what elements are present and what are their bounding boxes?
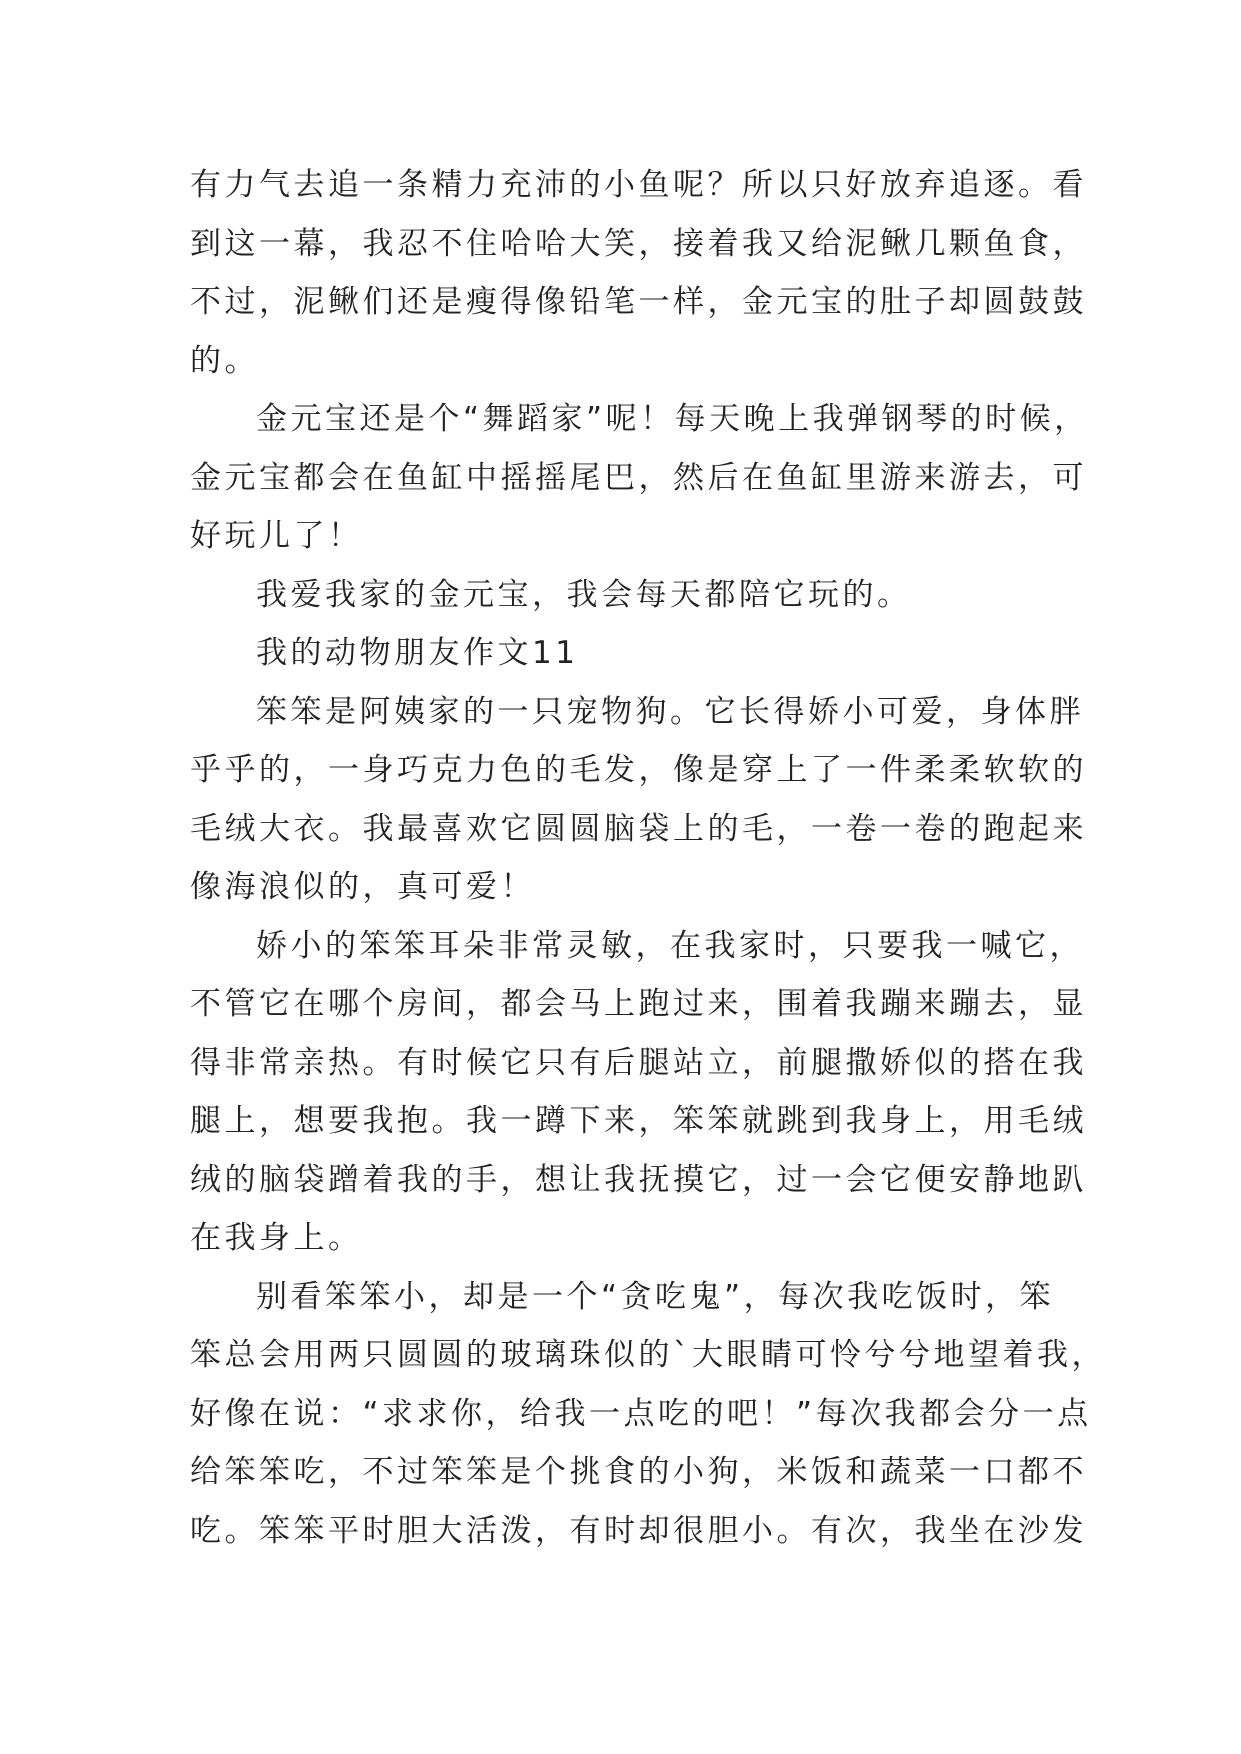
text-line: 得非常亲热。有时候它只有后腿站立，前腿撒娇似的搭在我: [190, 1044, 1087, 1081]
text-line: 好像在说：“求求你，给我一点吃的吧！”每次我都会分一点: [190, 1395, 1092, 1432]
document-body: [190, 156, 1106, 1560]
text-line: 不管它在哪个房间，都会马上跑过来，围着我蹦来蹦去，显: [190, 986, 1087, 1022]
text-line: 的。: [190, 342, 259, 379]
text-line: 笨总会用两只圆圆的玻璃珠似的`大眼睛可怜兮兮地望着我，: [190, 1337, 1106, 1373]
paragraph-first-line: 娇小的笨笨耳朵非常灵敏，在我家时，只要我一喊它，: [256, 927, 1084, 964]
text-line: 给笨笨吃，不过笨笨是个挑食的小狗，米饭和蔬菜一口都不: [190, 1454, 1087, 1490]
text-line: 绒的脑袋蹭着我的手，想让我抚摸它，过一会它便安静地趴: [190, 1161, 1087, 1198]
paragraph-first-line: 别看笨笨小，却是一个“贪吃鬼”，每次我吃饭时，笨: [256, 1278, 1055, 1315]
text-line: 不过，泥鳅们还是瘦得像铅笔一样，金元宝的肚子却圆鼓鼓: [190, 284, 1087, 320]
paragraph-first-line: 笨笨是阿姨家的一只宠物狗。它长得娇小可爱，身体胖: [256, 693, 1084, 730]
text-line: 吃。笨笨平时胆大活泼，有时却很胆小。有次，我坐在沙发: [190, 1512, 1087, 1549]
text-line: 有力气去追一条精力充沛的小鱼呢？所以只好放弃追逐。看: [190, 167, 1087, 203]
text-line: 乎乎的，一身巧克力色的毛发，像是穿上了一件柔柔软软的: [190, 752, 1087, 788]
text-line: 到这一幕，我忍不住哈哈大笑，接着我又给泥鳅几颗鱼食，: [190, 225, 1087, 262]
text-line: 金元宝都会在鱼缸中摇摇尾巴，然后在鱼缸里游来游去，可: [190, 459, 1087, 496]
text-line: 好玩儿了！: [190, 518, 363, 554]
text-line: 腿上，想要我抱。我一蹲下来，笨笨就跳到我身上，用毛绒: [190, 1103, 1087, 1139]
text-line: 像海浪似的，真可爱！: [190, 869, 535, 905]
text-line: 毛绒大衣。我最喜欢它圆圆脑袋上的毛，一卷一卷的跑起来: [190, 810, 1087, 847]
paragraph-first-line: 金元宝还是个“舞蹈家”呢！每天晚上我弹钢琴的时候，: [256, 401, 1089, 437]
paragraph-first-line: 我爱我家的金元宝，我会每天都陪它玩的。: [256, 576, 912, 613]
section-heading: 我的动物朋友作文11: [256, 635, 579, 671]
text-line: 在我身上。: [190, 1220, 363, 1256]
